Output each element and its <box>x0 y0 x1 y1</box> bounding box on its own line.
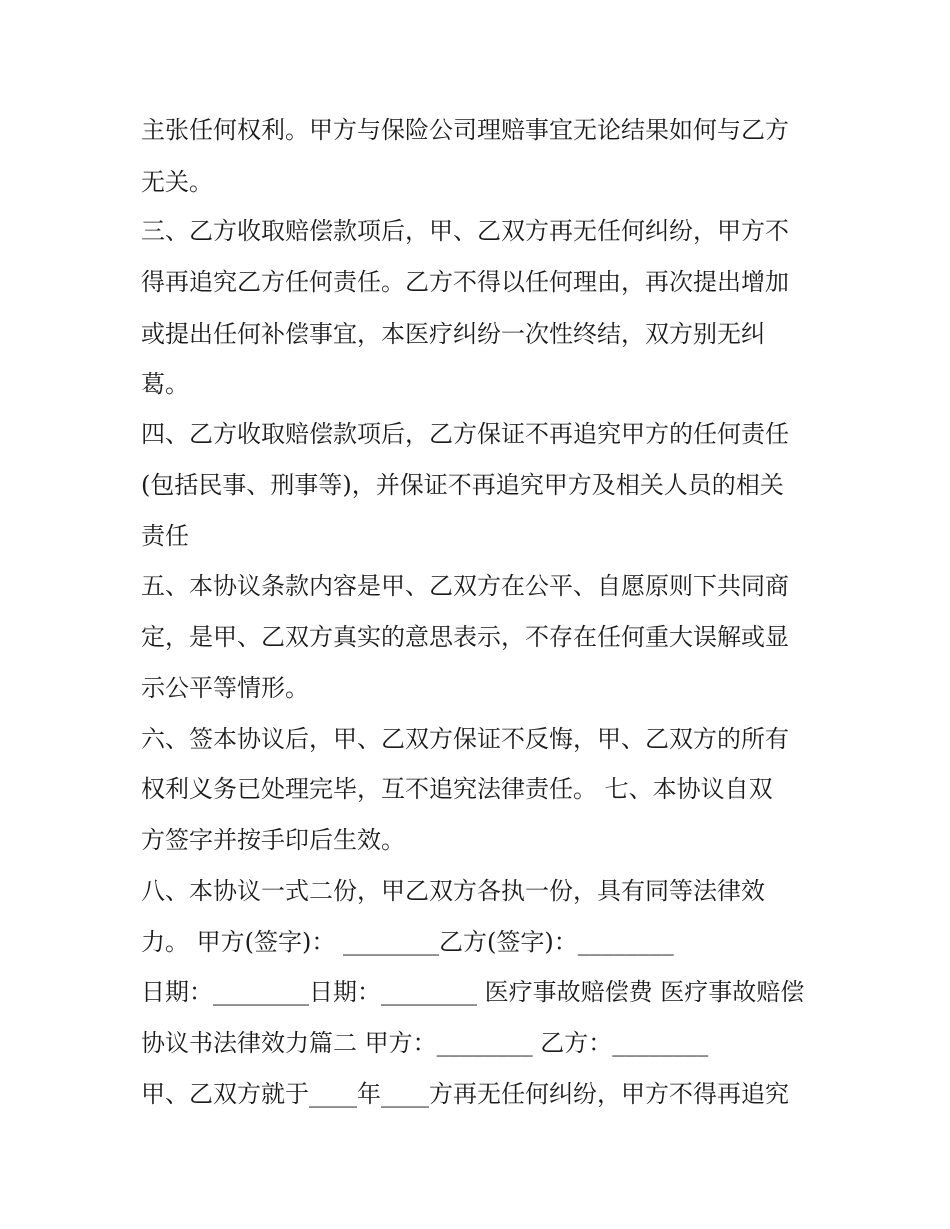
clause-8-line: 八、本协议一式二份，甲乙双方各执一份，具有同等法律效 <box>141 877 765 905</box>
clause-3-line: 三、乙方收取赔偿款项后，甲、乙双方再无任何纠纷，甲方不 <box>141 217 789 245</box>
date-line: 日期：________日期：________ 医疗事故赔偿费 医疗事故赔偿 <box>141 978 805 1006</box>
text-line: (包括民事、刑事等)，并保证不再追究甲方及相关人员的相关 <box>141 471 784 499</box>
clause-4-line: 四、乙方收取赔偿款项后，乙方保证不再追究甲方的任何责任 <box>141 420 789 448</box>
text-line: 或提出任何补偿事宜，本医疗纠纷一次性终结，双方别无纠 <box>141 320 765 348</box>
text-line: 权利义务已处理完毕，互不追究法律责任。 七、本协议自双 <box>141 775 773 803</box>
text-line: 葛。 <box>141 370 189 398</box>
signature-line: 力。 甲方(签字)： ________乙方(签字)：________ <box>141 928 674 956</box>
text-line: 无关。 <box>141 168 213 196</box>
text-line: 主张任何权利。甲方与保险公司理赔事宜无论结果如何与乙方 <box>141 116 789 144</box>
text-line: 得再追究乙方任何责任。乙方不得以任何理由，再次提出增加 <box>141 268 789 296</box>
text-line: 定，是甲、乙双方真实的意思表示，不存在任何重大误解或显 <box>141 623 789 651</box>
text-line: 责任 <box>141 522 189 550</box>
text-line: 协议书法律效力篇二 甲方：________ 乙方：________ <box>141 1029 709 1057</box>
text-line: 甲、乙双方就于____年____方再无任何纠纷，甲方不得再追究 <box>141 1080 789 1108</box>
clause-6-line: 六、签本协议后，甲、乙双方保证不反悔，甲、乙双方的所有 <box>141 725 789 753</box>
text-line: 示公平等情形。 <box>141 674 309 702</box>
text-line: 方签字并按手印后生效。 <box>141 826 405 854</box>
clause-5-line: 五、本协议条款内容是甲、乙双方在公平、自愿原则下共同商 <box>141 572 789 600</box>
